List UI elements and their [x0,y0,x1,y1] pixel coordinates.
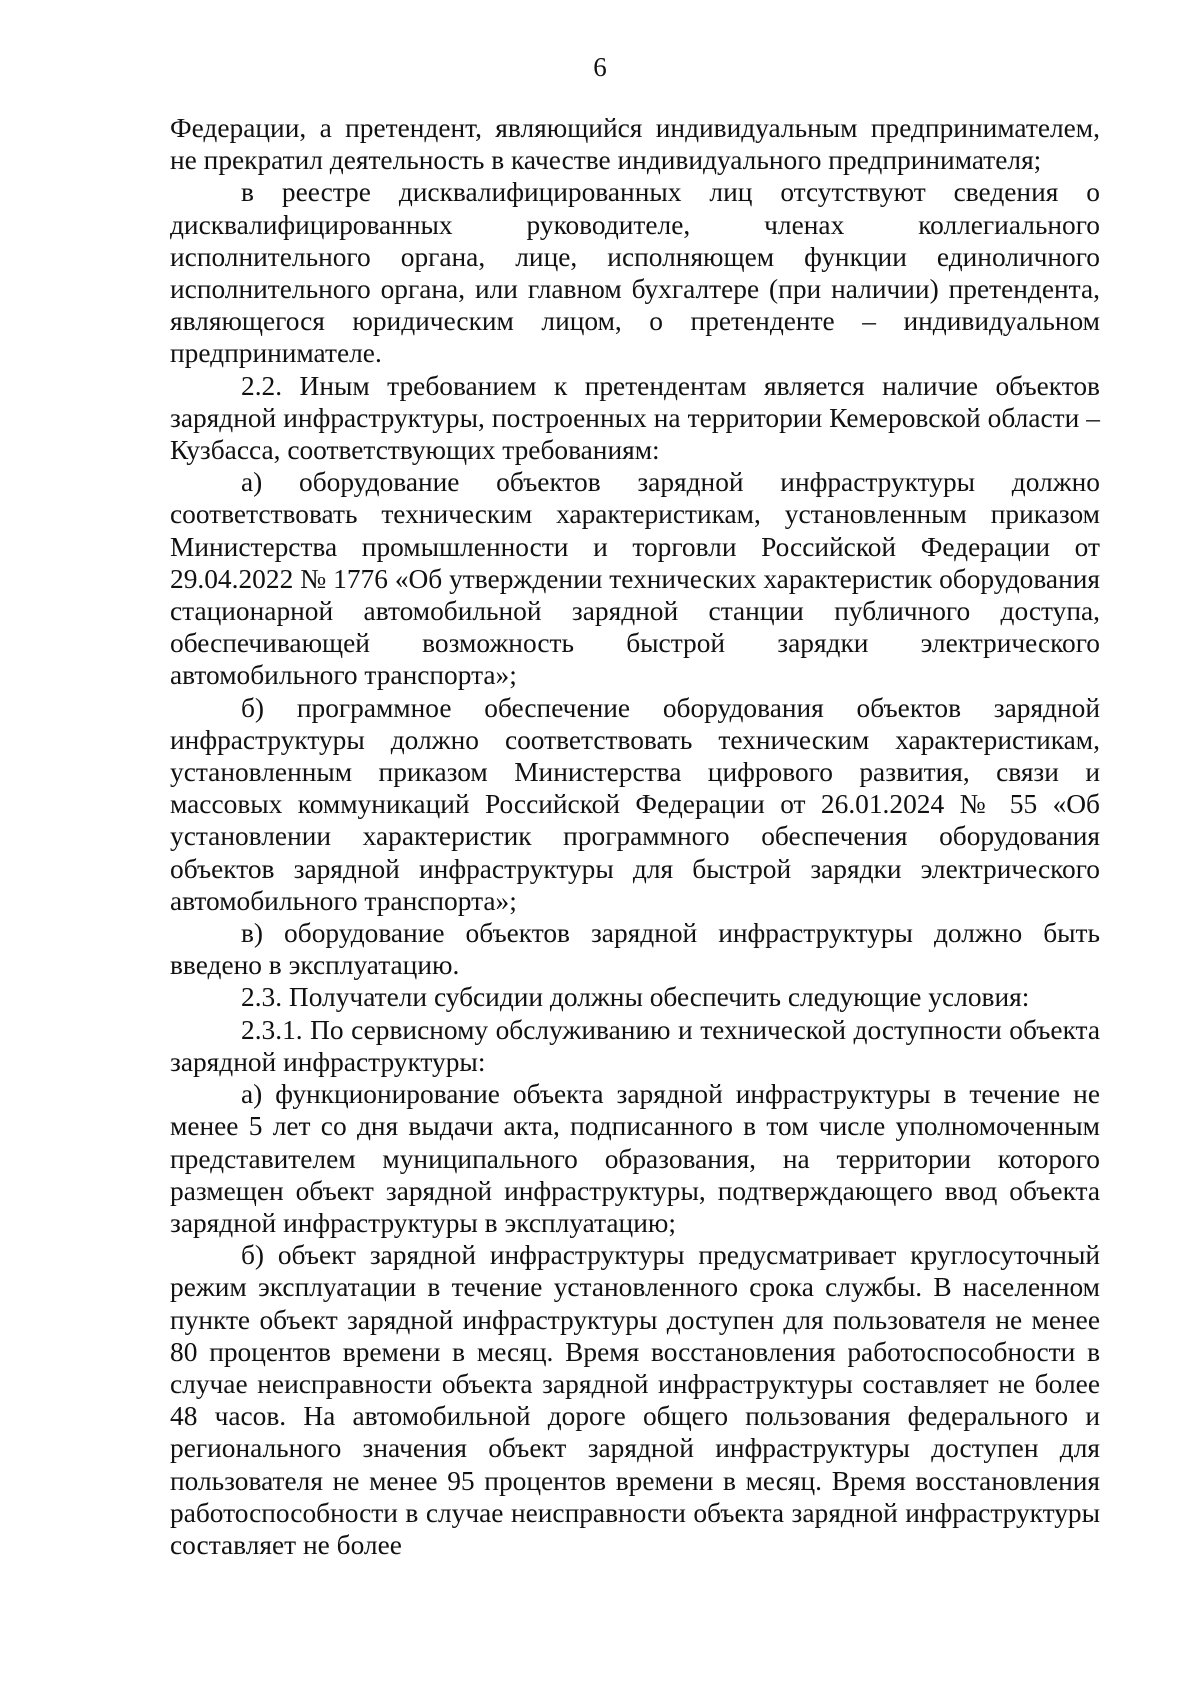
paragraph-2-2-v: в) оборудование объектов зарядной инфраструктуры должно быть введено в эксплуатацию. [170,918,1100,981]
paragraph-continuation: Федерации, а претендент, являющийся индивидуальным предпринимателем, не прекратил деятельность в качестве индивидуального предпринимателя; [170,113,1100,176]
paragraph-2-3-1-a: а) функционирование объекта зарядной инфраструктуры в течение не менее 5 лет со дня выдачи акта, подписанного в том числе уполномоченным представителем муниципального образования, на территории которого размещен объект зарядной инфраструктуры, подтверждающего ввод объекта зарядной инфраструктуры в эксплуатацию; [170,1079,1100,1238]
paragraph-2-2-b: б) программное обеспечение оборудования объектов зарядной инфраструктуры должно соответствовать техническим характеристикам, установленным приказом Министерства цифрового развития, связи и массовых коммуникаций Российской Федерации от 26.01.2024 № 55 «Об установлении характеристик программного обеспечения оборудования объектов зарядной инфраструктуры для быстрой зарядки электрического автомобильного транспорта»; [170,692,1100,916]
paragraph-2-3-1-b: б) объект зарядной инфраструктуры предусматривает круглосуточный режим эксплуатации в течение установленного срока службы. В населенном пункте объект зарядной инфраструктуры доступен для пользователя не менее 80 процентов времени в месяц. Время восстановления работоспособности в случае неисправности объекта зарядной инфраструктуры составляет не более 48 часов. На автомобильной дороге общего пользования федерального и регионального значения объект зарядной инфраструктуры доступен для пользователя не менее 95 процентов времени в месяц. Время восстановления работоспособности в случае неисправности объекта зарядной инфраструктуры составляет не более [170,1240,1100,1560]
document-body [170,112,1100,1561]
paragraph-2-3-1: 2.3.1. По сервисному обслуживанию и технической доступности объекта зарядной инфраструктуры: [170,1014,1100,1077]
paragraph-2-2-a: а) оборудование объектов зарядной инфраструктуры должно соответствовать техническим характеристикам, установленным приказом Министерства промышленности и торговли Российской Федерации от 29.04.2022 № 1776 «Об утверждении технических характеристик оборудования стационарной автомобильной зарядной станции публичного доступа, обеспечивающей возможность быстрой зарядки электрического автомобильного транспорта»; [170,467,1100,691]
page-number: 6 [593,52,607,82]
paragraph-2-3: 2.3. Получатели субсидии должны обеспечить следующие условия: [241,982,1030,1013]
paragraph-disqualified-registry: в реестре дисквалифицированных лиц отсутствуют сведения о дисквалифицированных руководителе, членах коллегиального исполнительного органа, лице, исполняющем функции единоличного исполнительного органа, или главном бухгалтере (при наличии) претендента, являющегося юридическим лицом, о претенденте – индивидуальном предпринимателе. [170,177,1100,369]
paragraph-2-2: 2.2. Иным требованием к претендентам является наличие объектов зарядной инфраструктуры, построенных на территории Кемеровской области – Кузбасса, соответствующих требованиям: [170,370,1100,466]
